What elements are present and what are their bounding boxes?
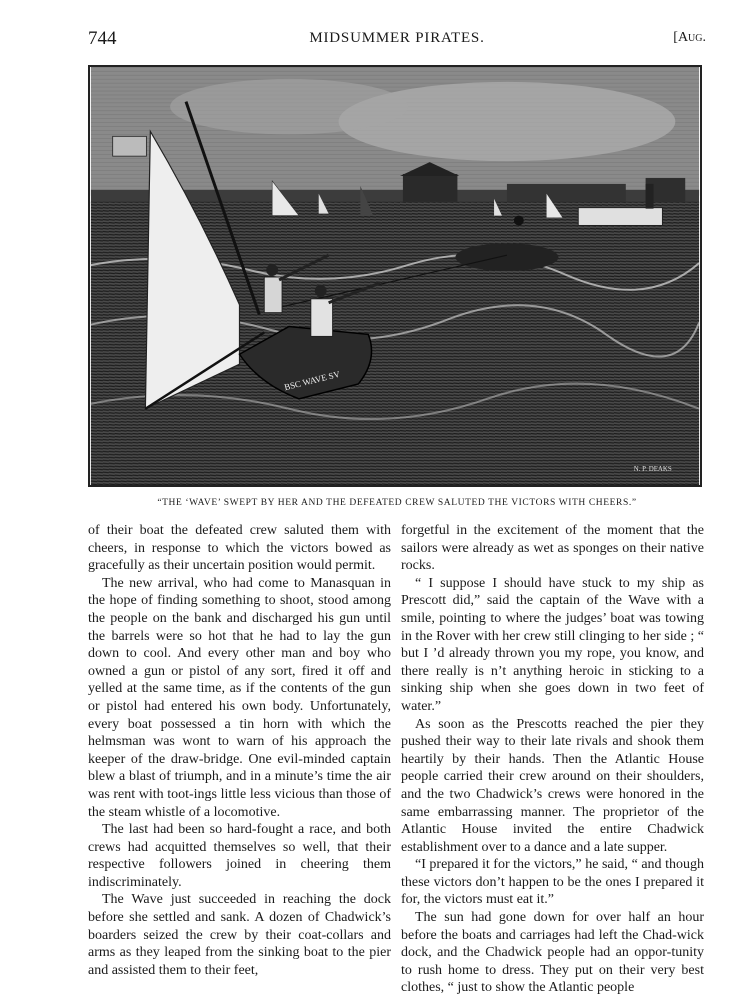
pavilion	[403, 174, 457, 204]
paragraph: The Wave just succeeded in reaching the dock before she settled and sank. A dozen of Chadwick’s boarders seized the crew by their coat-collars and arms as they leaped from the sinking boat to the pier and assisted them to their feet,	[88, 892, 391, 978]
paragraph: “I prepared it for the victors,” he said, “ and though these victors don’t happen to be the ones I prepared it for, the victors must eat it.”	[401, 857, 704, 908]
paragraph: forgetful in the excitement of the moment that the sailors were already as wet as sponges on their native rocks.	[401, 523, 704, 574]
paragraph: As soon as the Prescotts reached the pier they pushed their way to their late rivals and shook them heartily by their hands. Then the Atlantic House people carried their crew around on their shoulders, and the two Chadwick’s crews were honored in the same embarrassing manner. The proprietor of the Atlantic House invited the entire Chadwick establishment over to a dance and a late supper.	[401, 716, 704, 855]
paragraph: The new arrival, who had come to Manasquan in the hope of finding something to shoot, stood among the people on the bank and discharged his gun until the barrels were so hot that he had to lay the gun down to cool. And every other man and boy who owned a gun or pistol of any sort, fired it off and yelled at the same time, as if the contents of the gun or pistol had entered his own body. Unfortunately, every boat possessed a tin horn with which the helmsman was wont to warn of his approach the keeper of the draw-bridge. One evil-minded captain blew a blast of triumph, and in a minute’s time the air was rent with toot-ings little less vicious than those of the steam whistle of a locomotive.	[88, 575, 391, 820]
paragraph: of their boat the defeated crew saluted them with cheers, in response to which the victors bowed as gracefully as their uncertain position would permit.	[88, 523, 391, 574]
flag	[113, 136, 147, 156]
boat-name-lettering: BSC WAVE SV	[283, 368, 341, 393]
page-number: 744	[88, 28, 117, 49]
sailboat-engraving	[90, 67, 700, 485]
right-column	[401, 522, 704, 997]
engraving-illustration	[88, 65, 702, 487]
month-label: [Aug.	[673, 30, 706, 45]
page-header	[88, 28, 706, 50]
paragraph: The last had been so hard-fought a race, and both crews had acquitted themselves so well, that their respective followers joined in cheering them indiscriminately.	[88, 822, 391, 890]
artist-signature: N. P. DEAKS	[633, 466, 672, 474]
paragraph: “ I suppose I should have stuck to my ship as Prescott did,” said the captain of the Wave with a smile, pointing to where the judges’ boat was towing in the Rover with her crew still clinging to her side ; “ but I ’d already thrown you my rope, you know, and there really is n’t anything heroic in sticking to a sinking ship when she goes down in two feet of water.”	[401, 575, 704, 714]
running-title: MIDSUMMER PIRATES.	[309, 30, 485, 46]
left-column	[88, 522, 391, 979]
paragraph: The sun had gone down for over half an hour before the boats and carriages had left the Chad-wick dock, and the Chadwick people had an oppor-tunity to rush home to dress. They put on their very best clothes, “ just to show the Atlantic people	[401, 910, 704, 996]
illustration-caption: “THE ‘WAVE’ SWEPT BY HER AND THE DEFEATED CREW SALUTED THE VICTORS WITH CHEERS.”	[157, 498, 637, 508]
sinking-boat	[455, 243, 558, 271]
